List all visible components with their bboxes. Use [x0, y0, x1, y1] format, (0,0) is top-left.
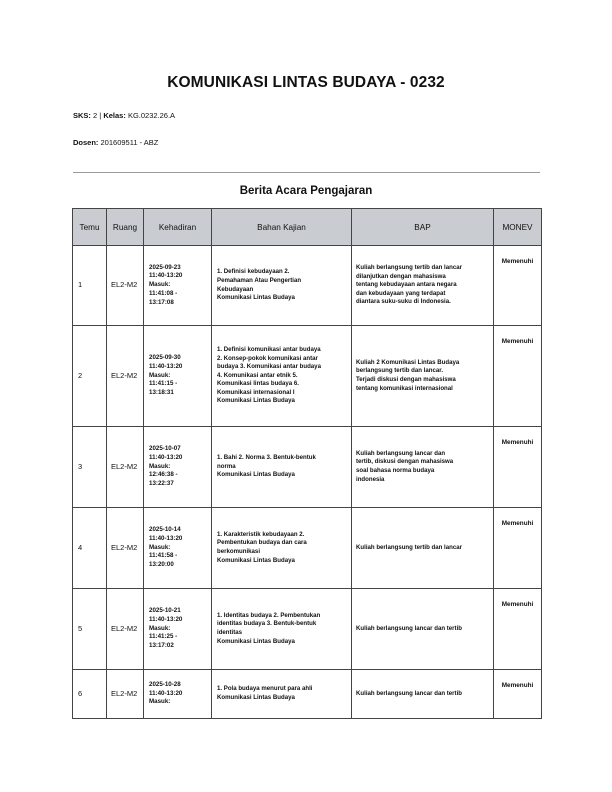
attendance-line: Masuk:: [149, 281, 171, 289]
attendance-line: 11:41:15 -: [149, 380, 178, 388]
study-material-line: Komunikasi lintas budaya 6.: [217, 380, 299, 388]
monev-status: Memenuhi: [494, 326, 542, 427]
attendance-line: Masuk:: [149, 371, 171, 379]
bap-cell: [352, 508, 494, 589]
attendance-line: 13:17:08: [149, 298, 174, 306]
attendance-line: Masuk:: [149, 543, 171, 551]
sks-value: 2: [93, 111, 98, 120]
study-material-line: Komunikasi Lintas Budaya: [217, 471, 295, 479]
room-code: EL2-M2: [107, 508, 144, 589]
bap-line: tentang komunikasi internasional: [356, 384, 453, 392]
monev-status: Memenuhi: [494, 589, 542, 670]
study-material-line: Komunikasi Lintas Budaya: [217, 694, 295, 701]
attendance-line: Masuk:: [149, 698, 171, 706]
table-row: [73, 246, 542, 326]
table-row: [73, 670, 542, 719]
monev-status: Memenuhi: [494, 427, 542, 508]
bap-line: dan kebudayaan yang terdapat: [356, 289, 446, 297]
bap-line: berlangsung tertib dan lancar.: [356, 367, 444, 375]
table-row: [73, 508, 542, 589]
room-code: EL2-M2: [107, 427, 144, 508]
attendance-line: 11:40-13:20: [149, 453, 183, 461]
study-material-line: Komunikasi Lintas Budaya: [217, 556, 295, 564]
bap-line: Kuliah berlangsung lancar dan: [356, 449, 446, 457]
meeting-number: 4: [73, 508, 107, 589]
attendance-line: 11:41:25 -: [149, 633, 178, 641]
header-temu: Temu: [73, 209, 107, 246]
study-material-line: Kebudayaan: [217, 285, 254, 293]
section-title: Berita Acara Pengajaran: [239, 185, 373, 197]
table-header-row: [73, 209, 542, 246]
attendance-cell: [144, 246, 212, 326]
table-row: [73, 427, 542, 508]
bap-line: Kuliah berlangsung lancar dan tertib: [356, 624, 462, 632]
study-material-line: Pemahaman Atau Pengertian: [217, 276, 302, 284]
course-title: KOMUNIKASI LINTAS BUDAYA - 0232: [167, 74, 445, 91]
attendance-line: 13:22:37: [149, 480, 174, 487]
study-material-cell: [212, 508, 352, 589]
attendance-line: 2025-10-07: [149, 445, 181, 453]
attendance-line: 13:18:31: [149, 389, 174, 396]
study-material-cell: [212, 670, 352, 719]
meeting-number: 1: [73, 246, 107, 326]
study-material-line: 1. Definisi kebudayaan 2.: [217, 268, 290, 276]
bap-line: indonesia: [356, 475, 385, 483]
lecturer-meta: [73, 138, 158, 147]
header-monev: MONEV: [494, 209, 542, 246]
monev-status: Memenuhi: [494, 246, 542, 326]
sks-label: SKS:: [73, 111, 91, 120]
dosen-value: 201609511 - ABZ: [100, 138, 159, 147]
study-material-cell: [212, 246, 352, 326]
bap-line: dilanjutkan dengan mahasiswa: [356, 272, 446, 280]
bap-line: tertib, diskusi dengan mahasiswa: [356, 458, 454, 466]
attendance-line: 2025-09-30: [149, 354, 181, 362]
room-code: EL2-M2: [107, 326, 144, 427]
study-material-line: 1. Karakteristik kebudayaan 2.: [217, 530, 305, 538]
bap-cell: [352, 589, 494, 670]
dosen-label: Dosen:: [73, 138, 99, 147]
study-material-line: 4. Komunikasi antar etnik 5.: [217, 371, 298, 379]
attendance-line: 2025-10-14: [149, 526, 181, 534]
attendance-line: 13:20:00: [149, 561, 174, 568]
bap-line: diantara suku-suku di Indonesia.: [356, 298, 451, 306]
attendance-cell: [144, 670, 212, 719]
attendance-line: 11:40-13:20: [149, 689, 183, 697]
attendance-line: 11:41:08 -: [149, 289, 178, 297]
study-material-line: 1. Bahi 2. Norma 3. Bentuk-bentuk: [217, 454, 316, 462]
study-material-line: budaya 3. Komunikasi antar budaya: [217, 363, 321, 371]
study-material-line: 1. Pola budaya menurut para ahli: [217, 685, 313, 693]
bap-line: Terjadi diskusi dengan mahasiswa: [356, 376, 456, 383]
attendance-line: 11:41:58 -: [149, 552, 178, 560]
meeting-number: 2: [73, 326, 107, 427]
divider: [73, 172, 540, 173]
attendance-line: 11:40-13:20: [149, 272, 183, 280]
kelas-value: KG.0232.26.A: [127, 111, 176, 120]
header-ruang: Ruang: [107, 209, 144, 246]
attendance-line: 11:40-13:20: [149, 362, 183, 370]
bap-cell: [352, 427, 494, 508]
attendance-cell: [144, 427, 212, 508]
bap-cell: [352, 246, 494, 326]
monev-status: Memenuhi: [494, 670, 542, 719]
study-material-line: 2. Konsep-pokok komunikasi antar: [217, 354, 318, 362]
study-material-line: identitas: [217, 629, 243, 636]
study-material-cell: [212, 589, 352, 670]
table-row: [73, 589, 542, 670]
study-material-cell: [212, 326, 352, 427]
study-material-line: 1. Definisi komunikasi antar budaya: [217, 346, 321, 354]
bap-line: soal bahasa norma budaya: [356, 467, 435, 474]
teaching-report-table: [72, 208, 542, 719]
attendance-line: 2025-10-28: [149, 680, 181, 688]
attendance-line: 2025-10-21: [149, 607, 181, 615]
header-bap: BAP: [352, 209, 494, 246]
attendance-line: 11:40-13:20: [149, 534, 183, 542]
bap-line: Kuliah berlangsung tertib dan lancar: [356, 543, 462, 551]
bap-cell: [352, 326, 494, 427]
bap-line: Kuliah berlangsung lancar dan tertib: [356, 689, 462, 697]
room-code: EL2-M2: [107, 589, 144, 670]
study-material-line: Komunikasi Lintas Budaya: [217, 637, 295, 645]
attendance-cell: [144, 508, 212, 589]
meeting-number: 6: [73, 670, 107, 719]
study-material-line: identitas budaya 3. Bentuk-bentuk: [217, 620, 317, 628]
table-row: [73, 326, 542, 427]
attendance-line: 2025-09-23: [149, 263, 181, 271]
header-bahan-kajian: Bahan Kajian: [212, 209, 352, 246]
study-material-line: 1. Identitas budaya 2. Pembentukan: [217, 611, 321, 619]
bap-line: Kuliah 2 Komunikasi Lintas Budaya: [356, 358, 460, 366]
bap-line: tentang kebudayaan antara negara: [356, 281, 457, 289]
meeting-number: 5: [73, 589, 107, 670]
header-kehadiran: Kehadiran: [144, 209, 212, 246]
attendance-cell: [144, 326, 212, 427]
bap-line: Kuliah berlangsung tertib dan lancar: [356, 264, 462, 272]
room-code: EL2-M2: [107, 670, 144, 719]
study-material-line: Komunikasi Lintas Budaya: [217, 294, 295, 302]
attendance-line: 11:40-13:20: [149, 615, 183, 623]
study-material-cell: [212, 427, 352, 508]
attendance-line: 13:17:02: [149, 642, 174, 649]
attendance-cell: [144, 589, 212, 670]
study-material-line: Komunikasi internasional I: [217, 388, 295, 396]
room-code: EL2-M2: [107, 246, 144, 326]
study-material-line: berkomunikasi: [217, 548, 261, 555]
study-material-line: Pembentukan budaya dan cara: [217, 539, 307, 547]
bap-cell: [352, 670, 494, 719]
monev-status: Memenuhi: [494, 508, 542, 589]
attendance-line: Masuk:: [149, 462, 171, 470]
study-material-line: Komunikasi Lintas Budaya: [217, 397, 295, 405]
course-meta: [73, 111, 175, 120]
attendance-line: Masuk:: [149, 624, 171, 632]
kelas-label: Kelas:: [103, 111, 126, 120]
meta-separator: |: [99, 111, 102, 120]
study-material-line: norma: [217, 462, 236, 470]
meeting-number: 3: [73, 427, 107, 508]
attendance-line: 12:46:38 -: [149, 471, 178, 479]
